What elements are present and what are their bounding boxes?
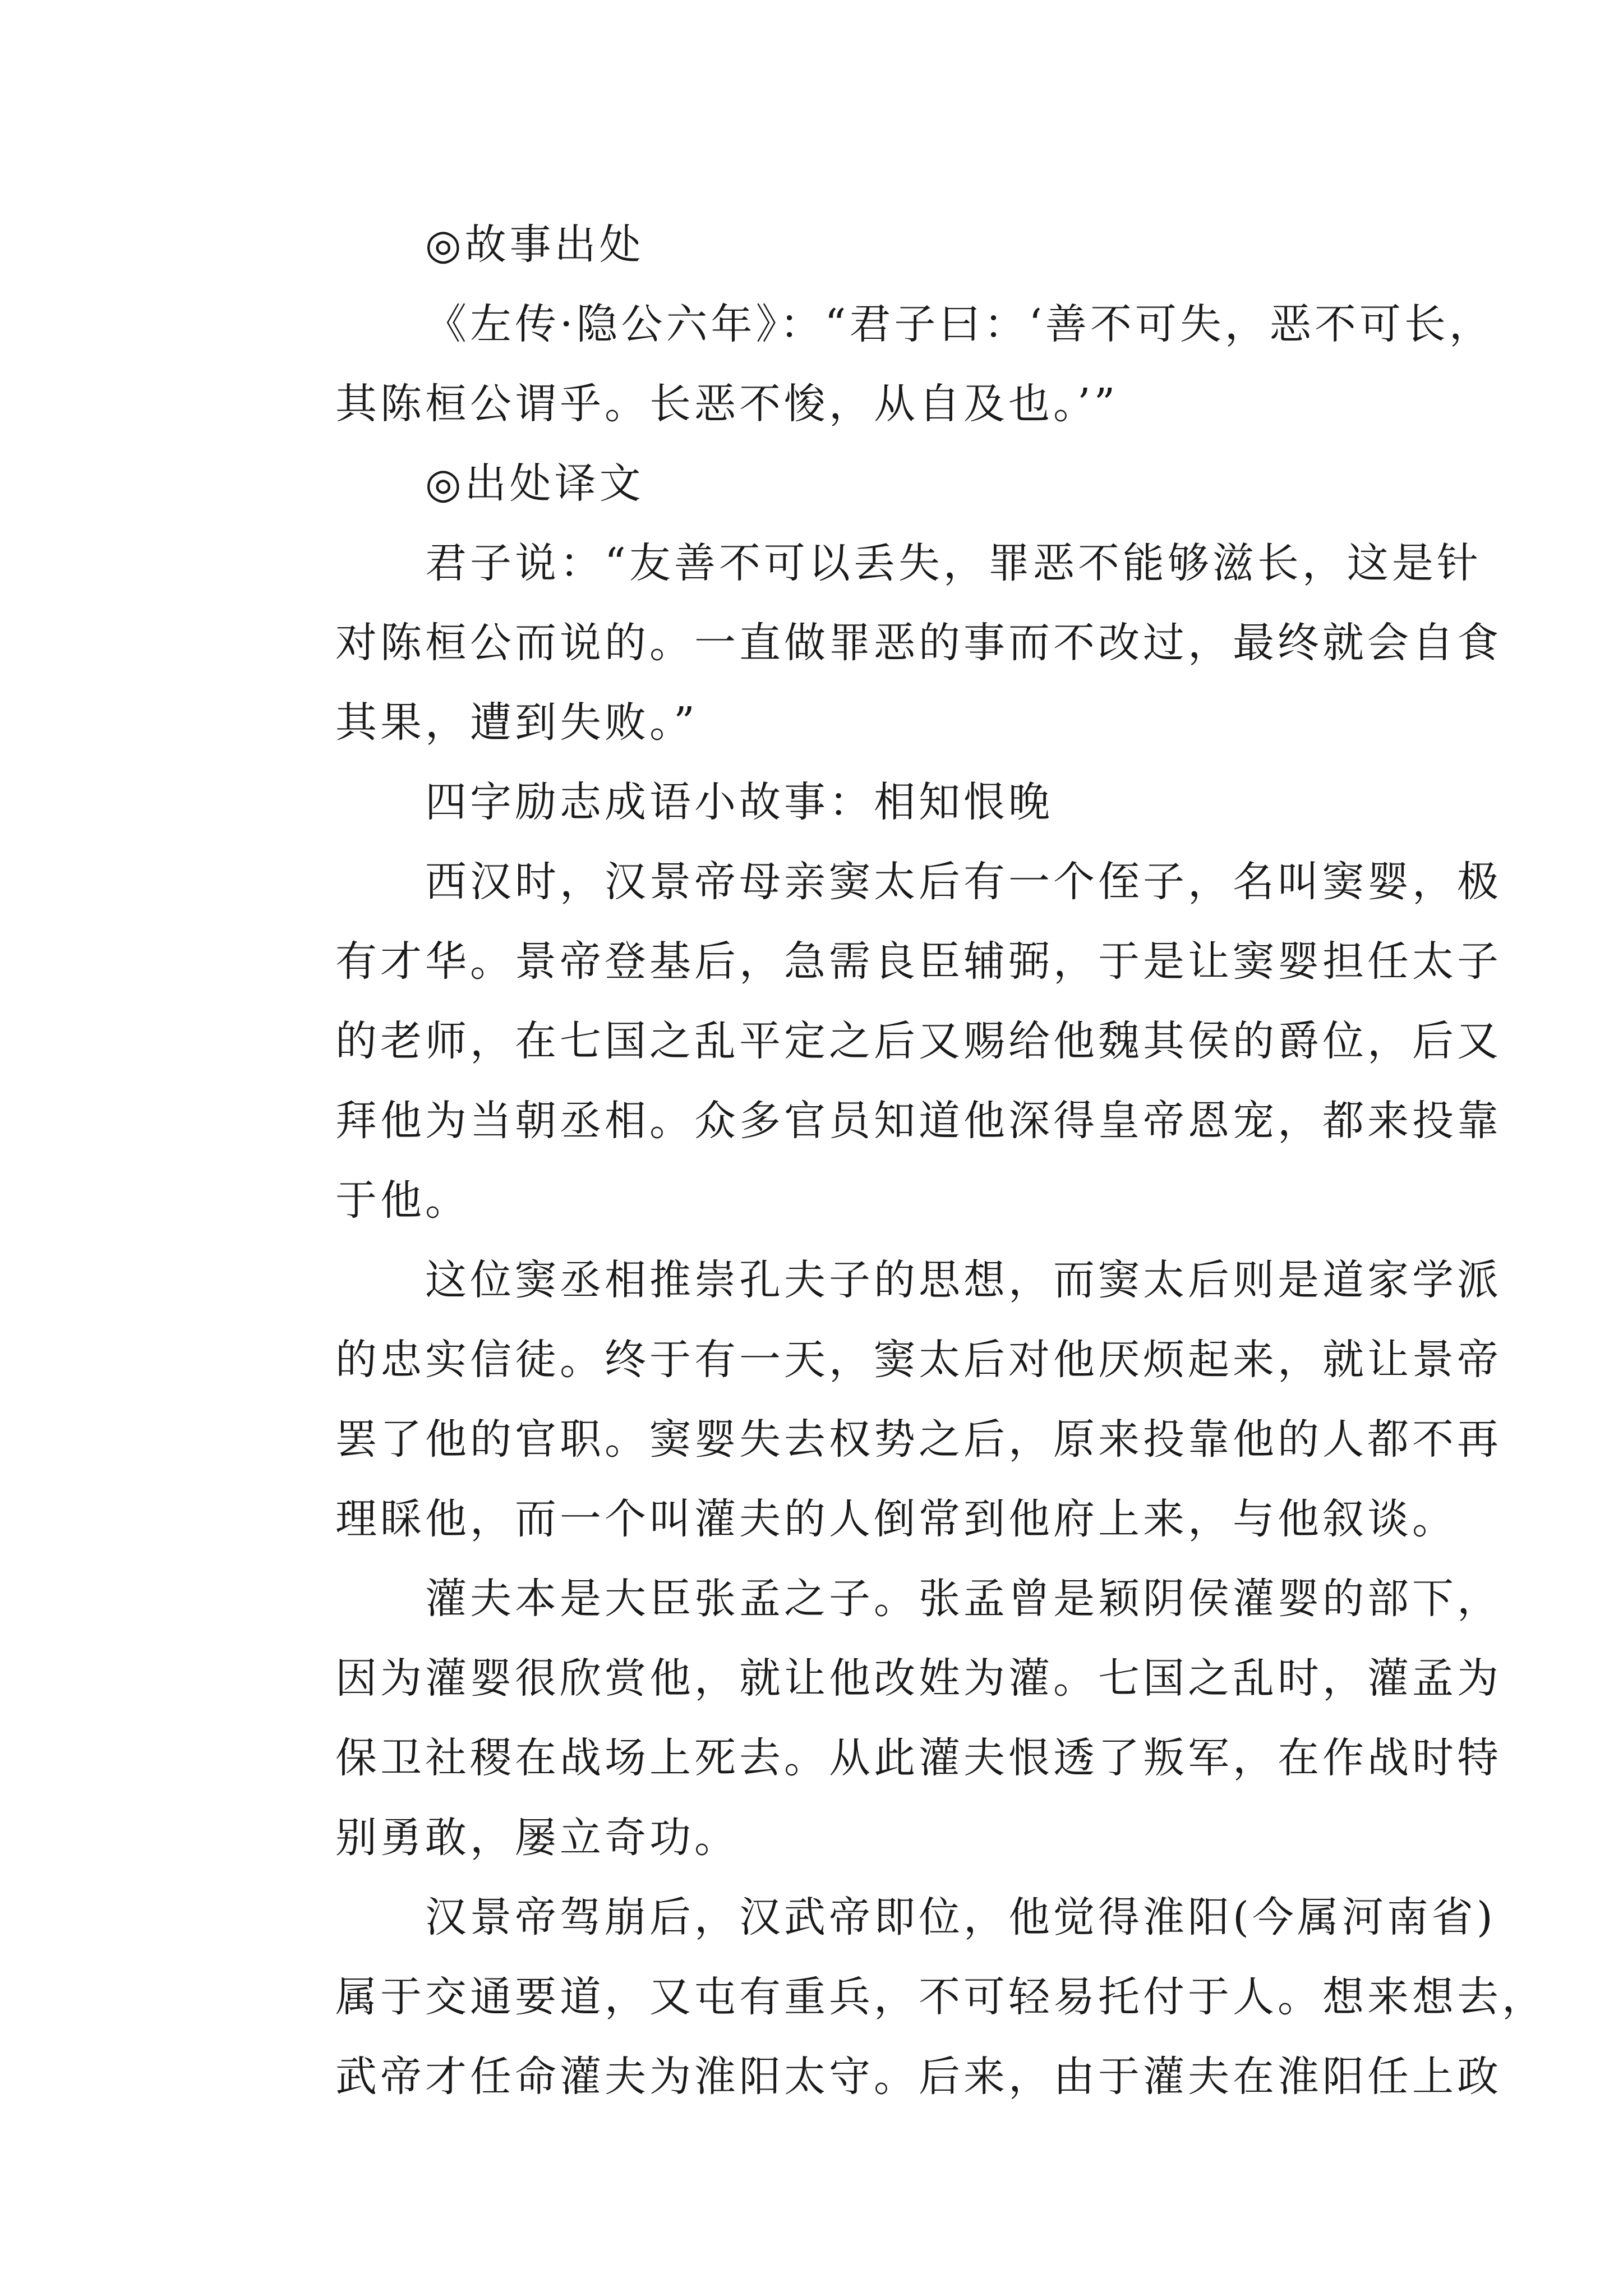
- text-line: 的忠实信徒。终于有一天，窦太后对他厌烦起来，就让景帝: [335, 1336, 1502, 1384]
- text-line: 理睬他，而一个叫灌夫的人倒常到他府上来，与他叙谈。: [335, 1495, 1457, 1543]
- text-line: 灌夫本是大臣张孟之子。张孟曾是颖阴侯灌婴的部下，: [425, 1575, 1502, 1623]
- text-line: ◎故事出处: [425, 220, 644, 269]
- text-line: 的老师，在七国之乱平定之后又赐给他魏其侯的爵位，后又: [335, 1017, 1502, 1065]
- story-title: [246, 762, 1390, 842]
- text-line: ◎出处译文: [425, 459, 644, 508]
- text-line: 这位窦丞相推崇孔夫子的思想，而窦太后则是道家学派: [425, 1256, 1502, 1304]
- source-quote-paragraph: [246, 284, 1494, 444]
- section-heading-source-translation: [246, 444, 1390, 523]
- story-paragraph-3: [246, 1559, 1502, 1878]
- text-line: 别勇敢，屡立奇功。: [335, 1814, 739, 1862]
- text-line: 《左传·隐公六年》：“君子曰：‘善不可失，恶不可长，: [425, 300, 1494, 348]
- text-line: 汉景帝驾崩后，汉武帝即位，他觉得淮阳(今属河南省): [425, 1893, 1496, 1941]
- text-line: 罢了他的官职。窦婴失去权势之后，原来投靠他的人都不再: [335, 1415, 1502, 1464]
- text-line: 对陈桓公而说的。一直做罪恶的事而不改过，最终就会自食: [335, 619, 1502, 667]
- text-line: 武帝才任命灌夫为淮阳太守。后来，由于灌夫在淮阳任上政: [335, 2053, 1502, 2101]
- text-line: 君子说：“友善不可以丢失，罪恶不能够滋长，这是针: [425, 539, 1482, 587]
- text-line: 西汉时，汉景帝母亲窦太后有一个侄子，名叫窦婴，极: [425, 858, 1502, 906]
- document-body: [246, 205, 1547, 2116]
- text-line: 有才华。景帝登基后，急需良臣辅弼，于是让窦婴担任太子: [335, 937, 1502, 986]
- text-line: 拜他为当朝丞相。众多官员知道他深得皇帝恩宠，都来投靠: [335, 1097, 1502, 1145]
- story-paragraph-2: [246, 1240, 1502, 1559]
- text-line: 保卫社稷在战场上死去。从此灌夫恨透了叛军，在作战时特: [335, 1734, 1502, 1782]
- text-line: 其果，遭到失败。”: [335, 698, 698, 747]
- text-line: 因为灌婴很欣赏他，就让他改姓为灌。七国之乱时，灌孟为: [335, 1654, 1502, 1703]
- text-line: 其陈桓公谓乎。长恶不悛，从自及也。’”: [335, 380, 1119, 428]
- text-line: 于他。: [335, 1176, 470, 1225]
- story-paragraph-4: [246, 1878, 1547, 2116]
- text-line: 四字励志成语小故事：相知恨晚: [425, 778, 1053, 826]
- translation-paragraph: [246, 523, 1502, 762]
- story-paragraph-1: [246, 842, 1502, 1240]
- section-heading-story-source: [246, 205, 1390, 284]
- text-line: 属于交通要道，又屯有重兵，不可轻易托付于人。想来想去，: [335, 1973, 1547, 2021]
